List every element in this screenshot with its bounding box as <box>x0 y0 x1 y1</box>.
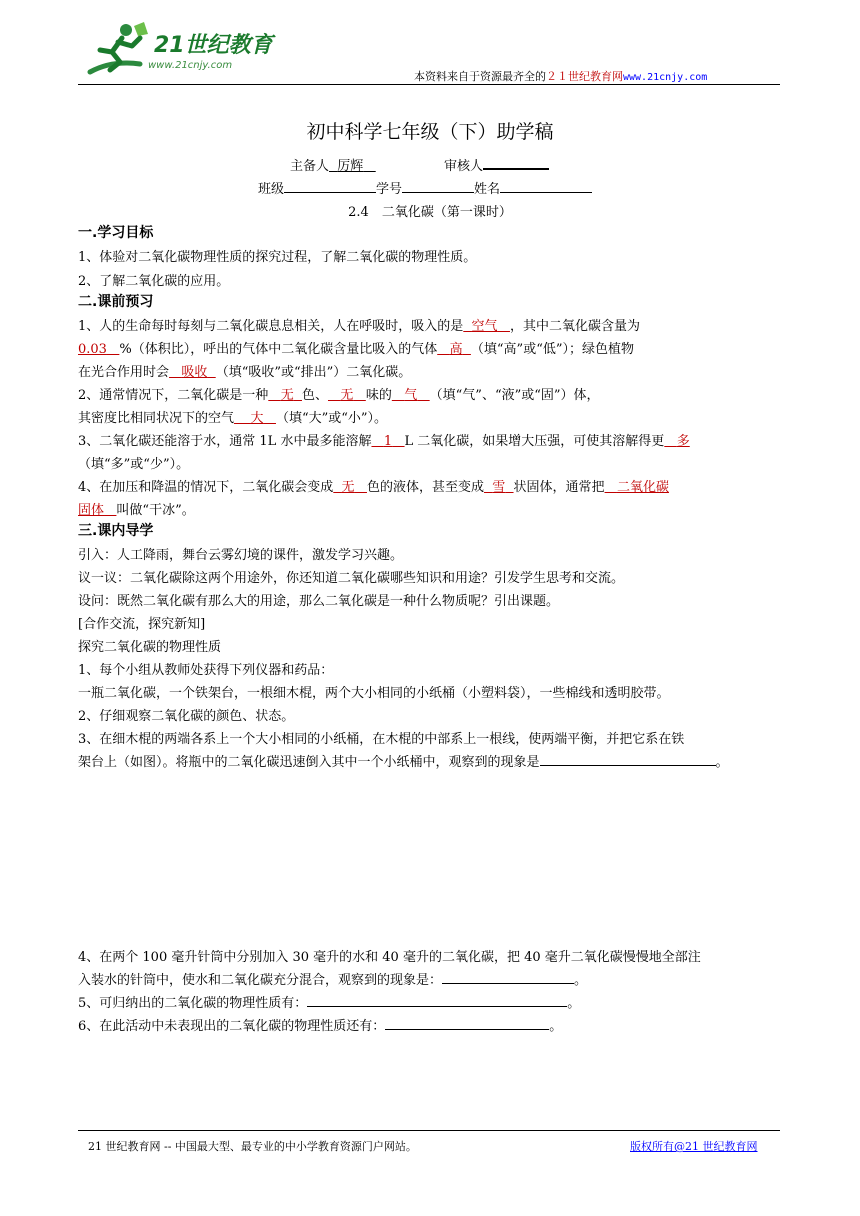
text: 在光合作用时会 <box>78 365 170 380</box>
preview-q2-line2 <box>78 407 387 426</box>
section-heading-preview: 二.课前预习 <box>78 294 154 310</box>
text: 2、通常情况下，二氧化碳是一种 <box>78 388 269 403</box>
text: 色的液体，甚至变成 <box>366 480 484 495</box>
later-q4-line2 <box>78 969 587 988</box>
answer-text: 吸收 <box>181 365 208 380</box>
preview-q1-line1 <box>78 315 640 334</box>
runner-icon <box>82 20 152 82</box>
answer-blank[interactable] <box>385 1017 549 1030</box>
text: 5、可归纳出的二氧化碳的物理性质有： <box>78 996 308 1011</box>
preview-q1-line3 <box>78 361 411 380</box>
student-info-row <box>258 178 592 197</box>
guide-line: [合作交流，探究新知] <box>78 617 206 632</box>
answer <box>328 388 366 403</box>
answer-text: 固体 <box>78 503 105 518</box>
text: （填“大”或“小”）。 <box>275 411 388 426</box>
answer <box>371 434 404 449</box>
answer-text: 空气 <box>471 319 498 334</box>
reviewer-blank[interactable] <box>483 156 549 170</box>
preview-q4-line2 <box>78 499 195 518</box>
later-q5 <box>78 992 580 1011</box>
answer <box>268 388 302 403</box>
reviewer-label: 审核人 <box>443 159 483 174</box>
text: 其密度比相同状况下的空气 <box>78 411 235 426</box>
name-label: 姓名 <box>474 182 501 197</box>
answer-text: 二氧化碳 <box>616 480 669 495</box>
answer-text: 雪 <box>492 480 506 495</box>
text: 味的 <box>365 388 392 403</box>
text: 6、在此活动中未表现出的二氧化碳的物理性质还有： <box>78 1019 386 1034</box>
text: 入装水的针筒中，使水和二氧化碳充分混合，观察到的现象是： <box>78 973 443 988</box>
guide-line: 一瓶二氧化碳，一个铁架台，一根细木棍，两个大小相同的小纸桶（小塑料袋），一些棉线和透明胶带。 <box>78 686 670 701</box>
site-logo <box>82 20 287 82</box>
guide-line: 2、仔细观察二氧化碳的颜色、状态。 <box>78 709 295 724</box>
answer <box>463 319 510 334</box>
text: ，其中二氧化碳含量为 <box>509 319 640 334</box>
page-title: 初中科学七年级（下）助学稿 <box>306 121 554 143</box>
answer <box>484 480 514 495</box>
answer <box>78 503 116 518</box>
text: L 二氧化碳，如果增大压强，可使其溶解得更 <box>404 434 665 449</box>
answer <box>169 365 216 380</box>
preview-q4-line1 <box>78 476 669 495</box>
answer-text: 大 <box>250 411 264 426</box>
answer <box>234 411 276 426</box>
text: （填“气”、“液”或“固”）体， <box>429 388 600 403</box>
footer-text: 21 世纪教育网 -- 中国最大型、最专业的中小学教育资源门户网站。 <box>88 1140 417 1153</box>
answer-text: 高 <box>449 342 463 357</box>
text: 。 <box>567 996 581 1011</box>
answer-blank[interactable] <box>307 994 567 1007</box>
guide-line: 3、在细木棍的两端各系上一个大小相同的小纸桶，在木棍的中部系上一根线，使两端平衡，并把它系在铁 <box>78 732 685 747</box>
later-q4-line1: 4、在两个 100 毫升针筒中分别加入 30 毫升的水和 40 毫升的二氧化碳，把 40 毫升二氧化碳慢慢地全部注 <box>78 950 701 965</box>
later-q6 <box>78 1015 562 1034</box>
answer <box>392 388 430 403</box>
answer-blank[interactable] <box>540 753 716 766</box>
answer-text: 0.03 <box>78 342 107 357</box>
header-note-prefix: 本资料来自于资源最齐全的 <box>414 70 546 83</box>
lesson-title: 2.4 二氧化碳（第一课时） <box>348 205 512 220</box>
section-heading-guide: 三.课内导学 <box>78 523 154 539</box>
answer <box>437 342 471 357</box>
answer-text: 多 <box>676 434 690 449</box>
text: 状固体，通常把 <box>513 480 605 495</box>
text: （填“吸收”或“排出”）二氧化碳。 <box>215 365 412 380</box>
class-label: 班级 <box>258 182 285 197</box>
header-url-link[interactable]: www.21cnjy.com <box>623 72 708 83</box>
guide-line: 设问：既然二氧化碳有那么大的用途，那么二氧化碳是一种什么物质呢？引出课题。 <box>78 594 560 609</box>
answer-blank[interactable] <box>442 971 574 984</box>
class-blank[interactable] <box>284 180 376 193</box>
answer <box>664 434 689 449</box>
preview-q2-line1 <box>78 384 600 403</box>
text: 3、二氧化碳还能溶于水，通常 1L 水中最多能溶解 <box>78 434 372 449</box>
guide-line: 议一议：二氧化碳除这两个用途外，你还知道二氧化碳哪些知识和用途？引发学生思考和交流。 <box>78 571 625 586</box>
goal-item: 1、体验对二氧化碳物理性质的探究过程，了解二氧化碳的物理性质。 <box>78 250 477 265</box>
text: 1、人的生命每时每刻与二氧化碳息息相关，人在呼吸时，吸入的是 <box>78 319 464 334</box>
preview-q3-line1 <box>78 430 690 449</box>
guide-line: 1、每个小组从教师处获得下列仪器和药品： <box>78 663 334 678</box>
guide-line-with-blank <box>78 751 729 770</box>
text: 叫做“干冰”。 <box>116 503 195 518</box>
goal-item: 2、了解二氧化碳的应用。 <box>78 274 230 289</box>
answer-text: 无 <box>340 388 354 403</box>
logo-url: www.21cnjy.com <box>148 60 233 71</box>
answer <box>78 342 119 357</box>
preparer-label: 主备人 <box>290 159 330 174</box>
preview-q1-line2 <box>78 338 634 357</box>
student-no-blank[interactable] <box>402 180 474 193</box>
header-site-link[interactable]: ２１世纪教育网 <box>546 70 623 83</box>
answer-text: 气 <box>404 388 418 403</box>
name-blank[interactable] <box>500 180 592 193</box>
preview-q3-line2: （填“多”或“少”）。 <box>78 457 190 472</box>
footer-divider <box>78 1130 780 1131</box>
text: 4、在加压和降温的情况下，二氧化碳会变成 <box>78 480 334 495</box>
answer <box>605 480 669 495</box>
guide-line: 引入：人工降雨，舞台云雾幻境的课件，激发学习兴趣。 <box>78 548 404 563</box>
header-divider <box>78 84 780 85</box>
answer-text: 无 <box>341 480 355 495</box>
student-no-label: 学号 <box>376 182 403 197</box>
text: %（体积比），呼出的气体中二氧化碳含量比吸入的气体 <box>119 342 438 357</box>
text: （填“高”或“低”）；绿色植物 <box>470 342 634 357</box>
text: 。 <box>549 1019 563 1034</box>
answer-text: 1 <box>383 434 393 449</box>
text: 。 <box>574 973 588 988</box>
text: 架台上（如图）。将瓶中的二氧化碳迅速倒入其中一个小纸桶中，观察到的现象是 <box>78 755 540 770</box>
guide-line: 探究二氧化碳的物理性质 <box>78 640 222 655</box>
text: 。 <box>715 755 729 770</box>
section-heading-goals: 一.学习目标 <box>78 225 154 241</box>
answer <box>333 480 367 495</box>
header-note <box>414 68 707 84</box>
text: 色、 <box>301 388 328 403</box>
logo-text: 21世纪教育 <box>154 33 273 58</box>
preparer-name: 厉辉 <box>337 159 364 174</box>
footer-copyright-link[interactable]: 版权所有@21 世纪教育网 <box>630 1140 758 1153</box>
answer-text: 无 <box>280 388 294 403</box>
preparer-row <box>290 155 549 174</box>
